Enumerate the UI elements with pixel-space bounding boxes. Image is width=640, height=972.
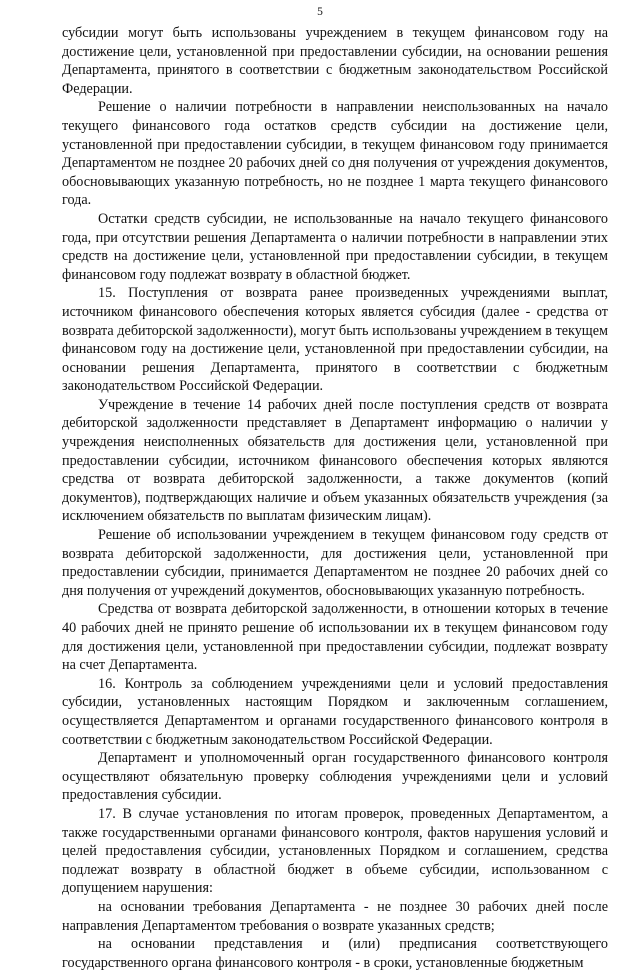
page-number: 5: [317, 6, 323, 18]
paragraph-institution-information: Учреждение в течение 14 рабочих дней после поступления средств от возврата дебиторской задолженности представляет в Департамент информацию о наличии у учреждения неисполненных обязательств для достижения цели, установленной при предоставлении субсидии, источником финансового обеспечения которых являются средства от возврата дебиторской задолженности, а также документов (копий документов), подтверждающих наличие и объем указанных обязательств учреждения (за исключением обязательств по выплатам физическим лицам).: [62, 396, 608, 525]
paragraph-mandatory-check: Департамент и уполномоченный орган государственного финансового контроля осуществляют обязательную проверку соблюдения учреждениями цели и условий предоставления субсидии.: [62, 750, 608, 804]
paragraph-item-17: 17. В случае установления по итогам проверок, проведенных Департаментом, а также государственными органами финансового контроля, фактов нарушения условий и целей предоставления субсидии, установленных Порядком и соглашением, средства подлежат возврату в областной бюджет в объеме субсидии, использованном с допущением нарушения:: [62, 805, 608, 897]
paragraph-item-15: 15. Поступления от возврата ранее произведенных учреждениями выплат, источником финансового обеспечения которых является субсидия (далее - средства от возврата дебиторской задолженности), могут быть использованы учреждением в текущем финансовом году на достижение цели, установленной при предоставлении субсидии, на основании решения Департамента, принятого в соответствии с бюджетным законодательством Российской Федерации.: [62, 285, 608, 395]
paragraph-receivables-return: Средства от возврата дебиторской задолженности, в отношении которых в течение 40 рабочих дней не принято решение об использовании их в текущем финансовом году для достижения цели, установленной при предоставлении субсидии, подлежат возврату на счет Департамента.: [62, 601, 608, 674]
paragraph-remains-return: Остатки средств субсидии, не использованные на начало текущего финансового года, при отсутствии решения Департамента о наличии потребности в направлении этих средств на достижение цели, установленной при предоставлении субсидии, в текущем финансовом году подлежат возврату в областной бюджет.: [62, 210, 608, 283]
paragraph-decision-remains: Решение о наличии потребности в направлении неиспользованных на начало текущего финансового года остатков средств субсидии на достижение цели, установленной при предоставлении субсидии, в текущем финансовом году принимается Департаментом не позднее 20 рабочих дней со дня получения от учреждения документов, обосновывающих указанную потребность, но не позднее 1 марта текущего финансового года.: [62, 99, 608, 209]
paragraph-control-body-prescription: на основании представления и (или) предписания соответствующего государственного органа финансового контроля - в сроки, установленные бюджетным: [62, 936, 608, 971]
paragraph-continuation: субсидии могут быть использованы учреждением в текущем финансовом году на достижение цели, установленной при предоставлении субсидии, на основании решения Департамента, принятого в соответствии с бюджетным законодательством Российской Федерации.: [62, 25, 608, 97]
paragraph-department-requirement: на основании требования Департамента - не позднее 30 рабочих дней после направления Департаментом требования о возврате указанных средств;: [62, 898, 608, 934]
document-body: [62, 24, 608, 972]
paragraph-decision-receivables: Решение об использовании учреждением в текущем финансовом году средств от возврата дебиторской задолженности, для достижения цели, установленной при предоставлении субсидии, принимается Департаментом не позднее 20 рабочих дней со дня получения от учреждений документов, обосновывающих указанную потребность.: [62, 527, 608, 599]
paragraph-item-16: 16. Контроль за соблюдением учреждениями цели и условий предоставления субсидии, установленных настоящим Порядком и заключенным соглашением, осуществляется Департаментом и органами государственного финансового контроля в соответствии с бюджетным законодательством Российской Федерации.: [62, 675, 608, 748]
